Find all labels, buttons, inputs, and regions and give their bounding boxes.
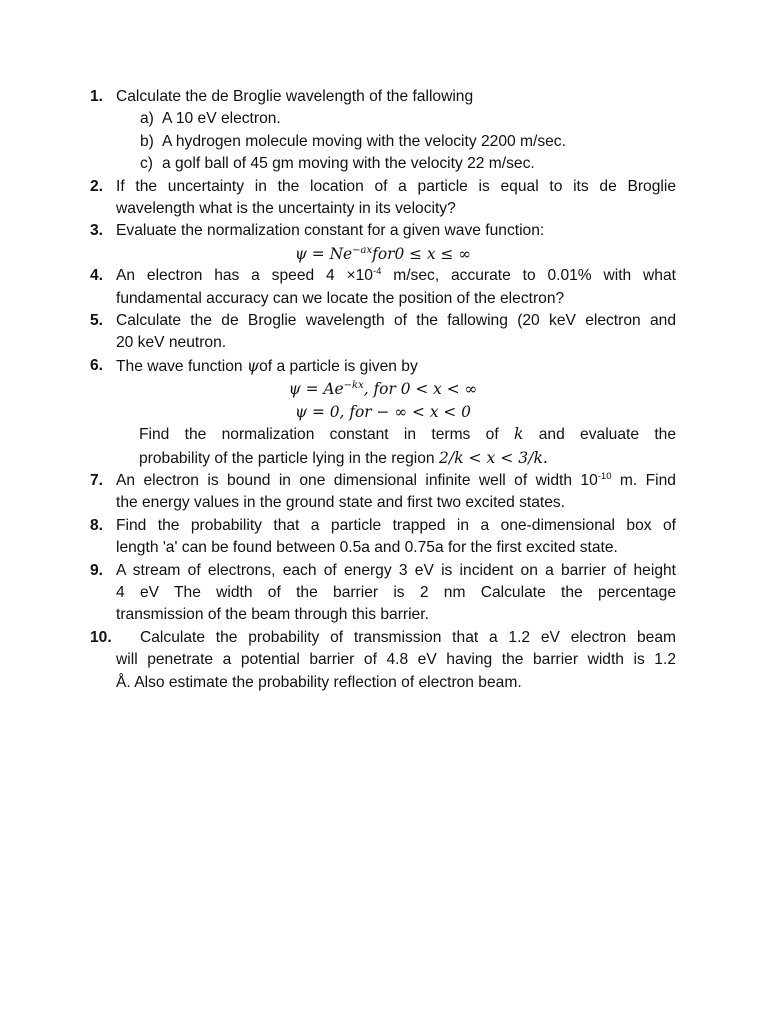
- problem-text-line: will penetrate a potential barrier of 4.8 eV having the barrier width is 1.2: [116, 651, 676, 669]
- problem-number: 8.: [90, 516, 104, 534]
- problem-number: 6.: [90, 356, 104, 374]
- problem-number: 4.: [90, 267, 104, 285]
- problem-text-line: Find the normalization constant in terms of k and evaluate the: [139, 425, 676, 444]
- subitem-text: a golf ball of 45 gm moving with the velocity 22 m/sec.: [162, 155, 535, 173]
- subitem-label: a): [140, 110, 154, 128]
- problem-text-line: Find the probability that a particle trapped in a one-dimensional box of: [116, 516, 676, 534]
- problem-text-line: length 'a' can be found between 0.5a and 0.75a for the first excited state.: [116, 539, 618, 557]
- problem-5: [90, 310, 676, 355]
- problem-2: [90, 176, 676, 221]
- problem-list: [90, 86, 676, 694]
- problem-text-line: 20 keV neutron.: [116, 334, 227, 352]
- problem-text-line: probability of the particle lying in the region 2/k < x < 3/k.: [139, 448, 548, 467]
- problem-9: [90, 560, 676, 627]
- problem-text: Evaluate the normalization constant for a given wave function:: [116, 222, 545, 240]
- problem-text-line: A stream of electrons, each of energy 3 eV is incident on a barrier of height: [116, 561, 676, 579]
- problem-text-line: fundamental accuracy can we locate the position of the electron?: [116, 289, 565, 307]
- problem-number: 2.: [90, 177, 104, 195]
- problem-6-paragraph: [90, 423, 676, 470]
- problem-number: 10.: [90, 628, 112, 646]
- wave-function-equation-1: $\psi = Ae^{-kx}$, for 0 < x < ∞: [288, 380, 478, 399]
- subitem-list: [116, 108, 676, 175]
- subitem-b: [140, 131, 676, 153]
- problem-number: 3.: [90, 222, 104, 240]
- problem-text: Calculate the de Broglie wavelength of the fallowing: [116, 88, 474, 105]
- problem-number: 1.: [90, 88, 104, 105]
- problem-text-line: wavelength what is the uncertainty in its velocity?: [116, 200, 456, 218]
- problem-7: [90, 470, 676, 515]
- problem-text-line: Calculate the probability of transmission that a 1.2 eV electron beam: [140, 628, 676, 646]
- problem-text-line: The wave function ψof a particle is given by: [116, 356, 418, 375]
- problem-text-line: transmission of the beam through this barrier.: [116, 606, 429, 624]
- subitem-label: b): [140, 132, 154, 150]
- problem-6: [90, 355, 676, 378]
- problem-number: 7.: [90, 471, 104, 489]
- subitem-text: A hydrogen molecule moving with the velocity 2200 m/sec.: [162, 132, 566, 150]
- problem-8: [90, 515, 676, 560]
- problem-text-line: the energy values in the ground state and first two excited states.: [116, 494, 566, 512]
- wave-function-equation: $\psi = Ne^{-ax}for0 \le x$ ≤ ∞: [294, 244, 472, 263]
- problem-text-line: An electron is bound in one dimensional infinite well of width $10^{-10}$ m. Find: [116, 470, 676, 489]
- subitem-text: A 10 eV electron.: [162, 110, 281, 128]
- problem-number: 5.: [90, 312, 104, 330]
- problem-1: [90, 86, 676, 176]
- problem-text-line: Calculate the de Broglie wavelength of the fallowing (20 keV electron and: [116, 312, 676, 330]
- problem-4: [90, 265, 676, 310]
- problem-text-line: If the uncertainty in the location of a particle is equal to its de Broglie: [116, 177, 676, 195]
- wave-function-equation-2: ψ = 0, for − ∞ < x < 0: [295, 402, 471, 421]
- problem-3: [90, 220, 676, 242]
- problem-text-line: Å. Also estimate the probability reflection of electron beam.: [116, 673, 522, 691]
- problem-10: [90, 627, 676, 694]
- subitem-c: [140, 153, 676, 175]
- problem-text-line: An electron has a speed $4 \times 10^{-4}$ m/sec, accurate to 0.01% with what: [116, 266, 676, 285]
- subitem-a: [140, 108, 676, 130]
- subitem-label: c): [140, 155, 153, 173]
- problem-text-line: 4 eV The width of the barrier is 2 nm Calculate the percentage: [116, 583, 676, 601]
- problem-number: 9.: [90, 561, 104, 579]
